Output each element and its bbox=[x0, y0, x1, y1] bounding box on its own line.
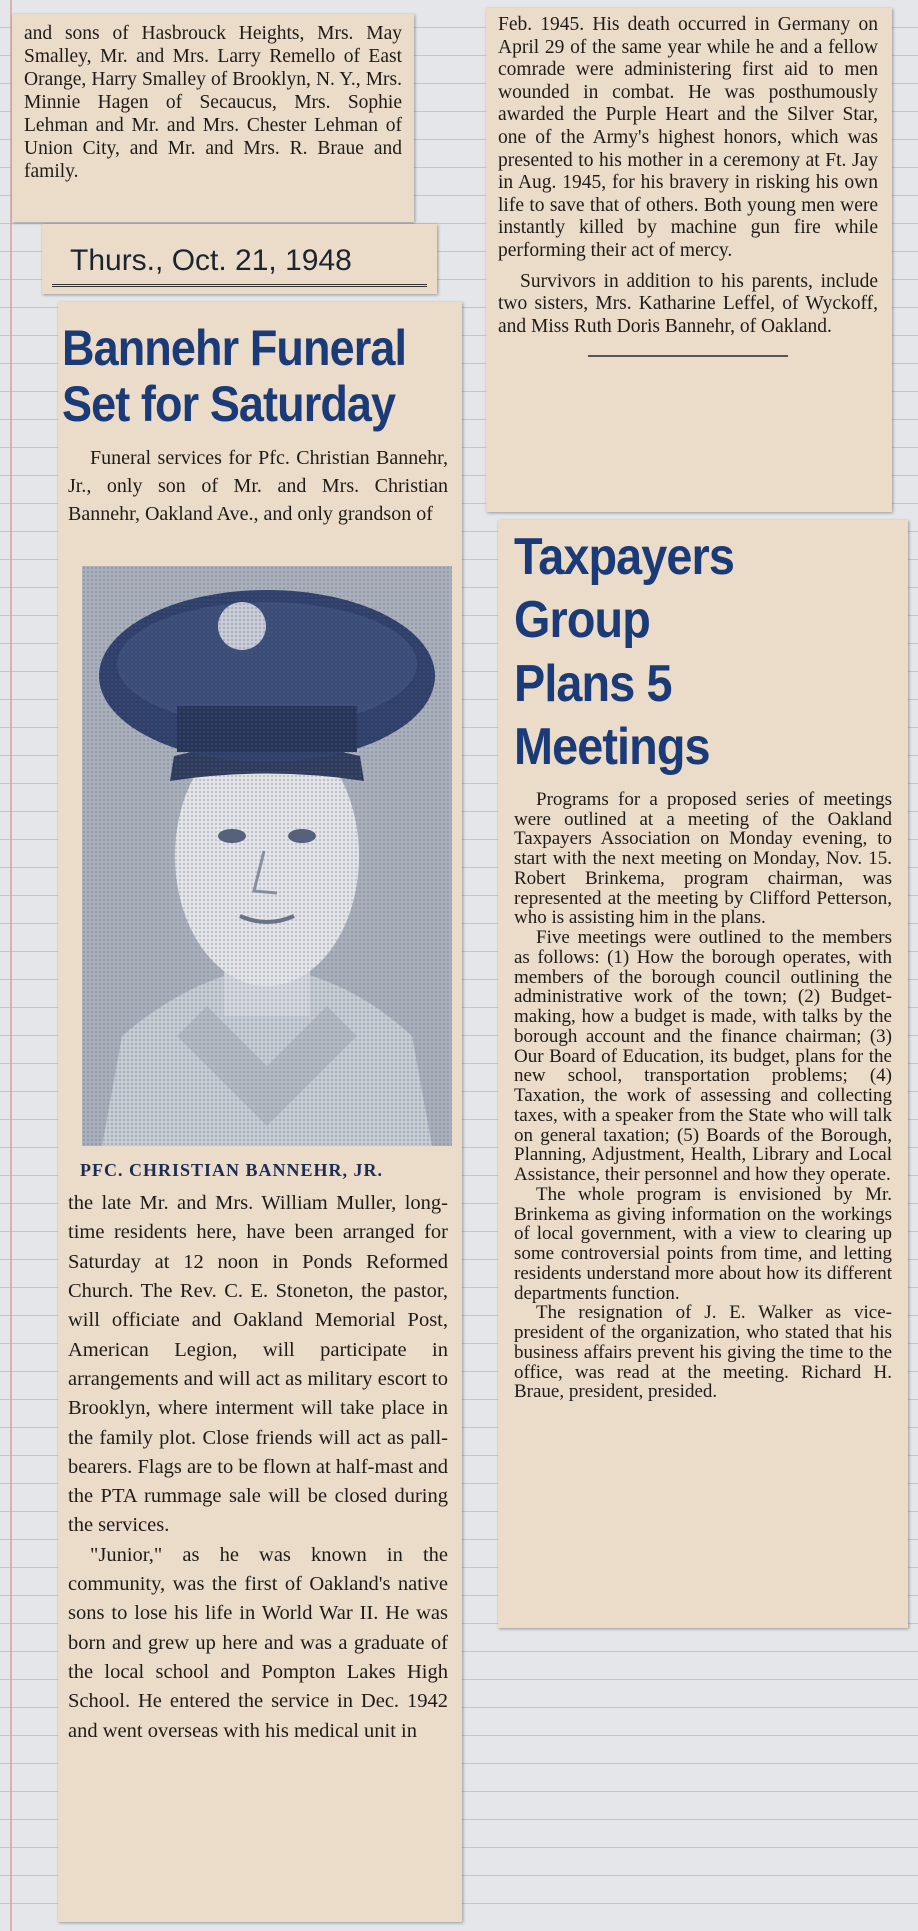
funeral-headline-line-2: Set for Saturday bbox=[62, 376, 396, 432]
taxpayers-body bbox=[514, 790, 892, 1402]
taxpayers-headline bbox=[514, 526, 854, 780]
funeral-paragraph-2: "Junior," as he was known in the community, was the first of Oakland's native sons to lose his life in World War II. He was born and grew up here and was a graduate of the local school and Pompton Lakes High School. He entered the service in Dec. 1942 and went overseas with his medical unit in bbox=[68, 1543, 448, 1742]
taxpayers-headline-line-1: Taxpayers Group bbox=[514, 528, 734, 650]
soldier-photo bbox=[82, 566, 452, 1146]
funeral-intro bbox=[68, 444, 448, 560]
continuation-body bbox=[498, 14, 878, 339]
taxpayers-paragraph-4: The resignation of J. E. Walker as vice-president of the organization, who stated that his business affairs prevent his giving the time to the office, was read at the meeting. Richard H. Braue, president, presided. bbox=[514, 1302, 892, 1403]
funeral-intro-text: Funeral services for Pfc. Christian Bannehr, Jr., only son of Mr. and Mrs. Christian Bannehr, Oakland Ave., and only grandson of bbox=[68, 447, 448, 525]
funeral-headline-line-1: Bannehr Funeral bbox=[62, 320, 407, 376]
date-clipping bbox=[42, 224, 437, 294]
taxpayers-headline-line-2: Plans 5 Meetings bbox=[514, 654, 710, 777]
funeral-body bbox=[68, 1189, 448, 1746]
continuation-clipping bbox=[486, 8, 892, 512]
notebook-margin-line bbox=[10, 0, 12, 1931]
taxpayers-article bbox=[498, 520, 908, 1628]
funeral-paragraph-1: the late Mr. and Mrs. William Muller, long-time residents here, have been arranged for Saturday at 12 noon in Ponds Reformed Church. The Rev. C. E. Stoneton, the pastor, will officiate and Oakland Memorial Post, American Legion, will participate in arrangements and will act as military escort to Brooklyn, where interment will take place in the family plot. Close friends will act as pall-bearers. Flags are to be flown at half-mast and the PTA rummage sale will be closed during the services. bbox=[68, 1192, 448, 1537]
photo-caption: PFC. CHRISTIAN BANNEHR, JR. bbox=[80, 1160, 384, 1180]
publication-date: Thurs., Oct. 21, 1948 bbox=[52, 238, 427, 287]
continuation-paragraph-1: Feb. 1945. His death occurred in Germany on April 29 of the same year while he and a fellow comrade were administering first aid to men wounded in combat. He was posthumously awarded the Purple Heart and the Silver Star, one of the Army's highest honors, which was presented to his mother in a ceremony at Ft. Jay in Aug. 1945, for his bravery in risking his own life to save that of others. Both young men were instantly killed by machine gun fire while performing their act of mercy. bbox=[498, 14, 878, 262]
funeral-headline bbox=[62, 320, 409, 432]
soldier-portrait-image bbox=[82, 566, 452, 1146]
survivors-clipping bbox=[12, 14, 414, 222]
taxpayers-paragraph-1: Programs for a proposed series of meetings were outlined at a meeting of the Oakland Taxpayers Association on Monday evening, to start with the next meeting on Monday, Nov. 15. Robert Brinkema, program chairman, was represented at the meeting by Clifford Petterson, who is assisting him in the plans. bbox=[514, 788, 892, 929]
survivors-text: and sons of Hasbrouck Heights, Mrs. May Smalley, Mr. and Mrs. Larry Remello of East Orange, Harry Smalley of Brooklyn, N. Y., Mrs. Minnie Hagen of Secaucus, Mrs. Sophie Lehman and Mr. and Mrs. Chester Lehman of Union City, and Mr. and Mrs. R. Braue and family. bbox=[24, 23, 402, 182]
taxpayers-paragraph-2: Five meetings were outlined to the members as follows: (1) How the borough operates, with members of the borough council outlining the administrative work of the town; (2) Budget-making, how a budget is made, with talks by the borough account and the finance chairman; (3) Our Board of Education, its budget, plans for the new school, transportation problems; (4) Taxation, the work of assessing and collecting taxes, with a speaker from the State who will talk on general taxation; (5) Boards of the Borough, Planning, Adjustment, Health, Library and Local Assistance, their personnel and how they operate. bbox=[514, 927, 892, 1185]
continuation-paragraph-2: Survivors in addition to his parents, include two sisters, Mrs. Katharine Leffel, of Wyckoff, and Miss Ruth Doris Bannehr, of Oakland. bbox=[498, 270, 878, 337]
funeral-article bbox=[58, 302, 462, 1922]
end-rule bbox=[588, 355, 788, 357]
taxpayers-paragraph-3: The whole program is envisioned by Mr. Brinkema as giving information on the workings of local government, with a view to clearing up some controversial points from time, and letting residents understand more about how its different departments function. bbox=[514, 1183, 892, 1304]
